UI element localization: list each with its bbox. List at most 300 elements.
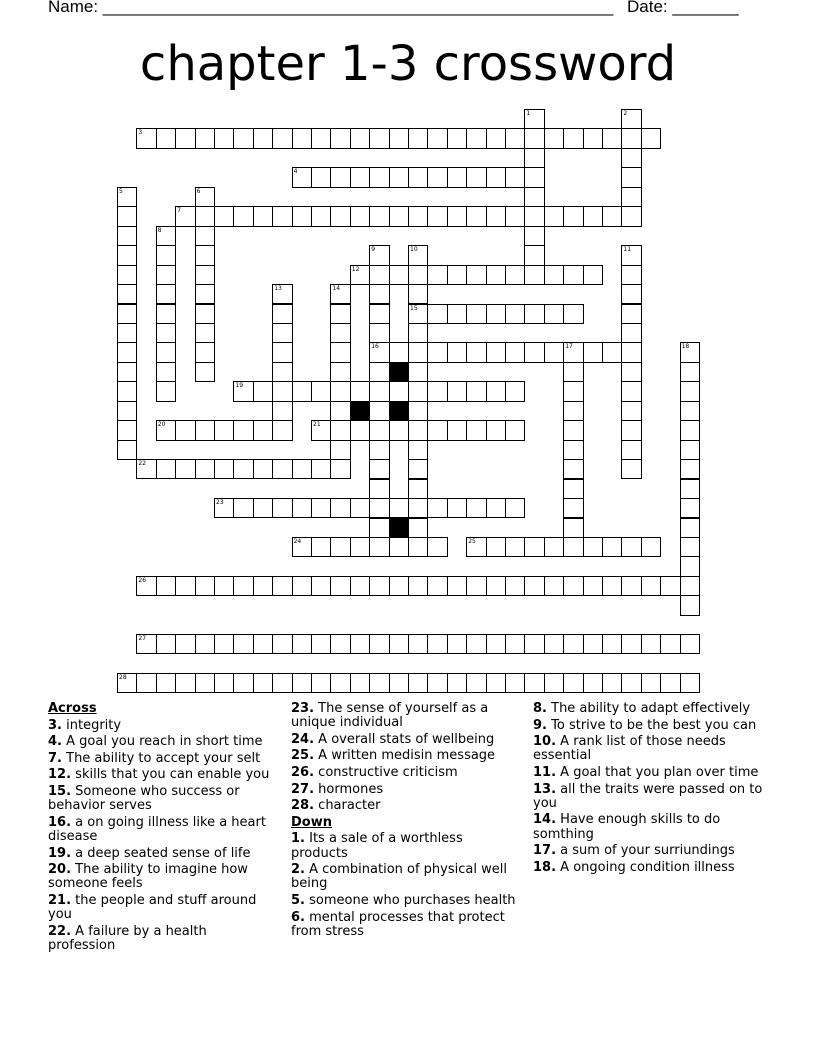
grid-cell[interactable] [408,284,428,304]
grid-cell[interactable] [583,342,603,362]
grid-cell[interactable] [641,576,661,596]
grid-cell[interactable] [505,304,525,324]
grid-cell[interactable] [117,401,137,421]
grid-cell[interactable] [505,498,525,518]
grid-cell[interactable] [233,381,253,401]
grid-cell[interactable] [466,206,486,226]
grid-cell[interactable] [311,537,331,557]
grid-cell[interactable] [253,128,273,148]
grid-cell[interactable] [486,206,506,226]
grid-cell[interactable] [214,206,234,226]
grid-cell[interactable] [195,459,215,479]
grid-cell[interactable] [156,420,176,440]
grid-cell[interactable] [214,634,234,654]
grid-cell[interactable] [641,673,661,693]
grid-cell[interactable] [563,576,583,596]
grid-cell[interactable] [389,498,409,518]
grid-cell[interactable] [427,128,447,148]
grid-cell[interactable] [505,265,525,285]
grid-cell[interactable] [486,381,506,401]
grid-cell[interactable] [447,167,467,187]
grid-cell[interactable] [621,128,641,148]
grid-cell[interactable] [233,459,253,479]
grid-cell[interactable] [214,420,234,440]
grid-cell[interactable] [233,206,253,226]
grid-cell[interactable] [408,537,428,557]
grid-cell[interactable] [195,265,215,285]
grid-cell[interactable] [292,128,312,148]
grid-cell[interactable] [427,576,447,596]
grid-cell[interactable] [311,206,331,226]
grid-cell[interactable] [311,576,331,596]
grid-cell[interactable] [641,634,661,654]
grid-cell[interactable] [408,304,428,324]
grid-cell[interactable] [466,342,486,362]
grid-cell[interactable] [680,381,700,401]
grid-cell[interactable] [156,304,176,324]
grid-cell[interactable] [195,206,215,226]
grid-cell[interactable] [292,537,312,557]
grid-cell[interactable] [621,109,641,129]
grid-cell[interactable] [369,381,389,401]
grid-cell[interactable] [330,420,350,440]
grid-cell[interactable] [311,459,331,479]
grid-cell[interactable] [544,265,564,285]
grid-cell[interactable] [621,459,641,479]
grid-cell[interactable] [524,304,544,324]
grid-cell[interactable] [350,167,370,187]
grid-cell[interactable] [621,401,641,421]
grid-cell[interactable] [680,401,700,421]
grid-cell[interactable] [544,206,564,226]
grid-cell[interactable] [369,479,389,499]
grid-cell[interactable] [389,265,409,285]
grid-cell[interactable] [563,342,583,362]
grid-cell[interactable] [544,128,564,148]
grid-cell[interactable] [330,498,350,518]
grid-cell[interactable] [136,634,156,654]
grid-cell[interactable] [350,206,370,226]
grid-cell[interactable] [660,673,680,693]
grid-cell[interactable] [486,498,506,518]
grid-cell[interactable] [427,634,447,654]
grid-cell[interactable] [680,518,700,538]
grid-cell[interactable] [389,576,409,596]
grid-cell[interactable] [195,304,215,324]
grid-cell[interactable] [505,342,525,362]
grid-cell[interactable] [524,206,544,226]
grid-cell[interactable] [447,304,467,324]
grid-cell[interactable] [680,459,700,479]
grid-cell[interactable] [680,673,700,693]
grid-cell[interactable] [117,381,137,401]
grid-cell[interactable] [272,459,292,479]
grid-cell[interactable] [524,245,544,265]
grid-cell[interactable] [408,362,428,382]
grid-cell[interactable] [563,381,583,401]
grid-cell[interactable] [369,420,389,440]
grid-cell[interactable] [486,265,506,285]
grid-cell[interactable] [680,342,700,362]
grid-cell[interactable] [136,673,156,693]
grid-cell[interactable] [369,440,389,460]
grid-cell[interactable] [524,673,544,693]
grid-cell[interactable] [272,673,292,693]
grid-cell[interactable] [272,284,292,304]
grid-cell[interactable] [563,401,583,421]
grid-cell[interactable] [583,634,603,654]
grid-cell[interactable] [117,362,137,382]
grid-cell[interactable] [486,634,506,654]
grid-cell[interactable] [311,634,331,654]
grid-cell[interactable] [253,498,273,518]
grid-cell[interactable] [486,167,506,187]
grid-cell[interactable] [427,167,447,187]
grid-cell[interactable] [466,420,486,440]
grid-cell[interactable] [330,284,350,304]
grid-cell[interactable] [466,381,486,401]
grid-cell[interactable] [621,167,641,187]
grid-cell[interactable] [136,576,156,596]
grid-cell[interactable] [369,323,389,343]
grid-cell[interactable] [427,206,447,226]
grid-cell[interactable] [175,206,195,226]
grid-cell[interactable] [117,304,137,324]
grid-cell[interactable] [389,537,409,557]
grid-cell[interactable] [408,323,428,343]
grid-cell[interactable] [233,420,253,440]
grid-cell[interactable] [292,498,312,518]
grid-cell[interactable] [621,362,641,382]
grid-cell[interactable] [389,342,409,362]
grid-cell[interactable] [214,673,234,693]
grid-cell[interactable] [272,342,292,362]
grid-cell[interactable] [408,342,428,362]
grid-cell[interactable] [563,479,583,499]
grid-cell[interactable] [408,245,428,265]
grid-cell[interactable] [117,420,137,440]
grid-cell[interactable] [563,128,583,148]
grid-cell[interactable] [330,304,350,324]
grid-cell[interactable] [466,304,486,324]
grid-cell[interactable] [447,381,467,401]
grid-cell[interactable] [136,128,156,148]
grid-cell[interactable] [156,362,176,382]
grid-cell[interactable] [486,673,506,693]
grid-cell[interactable] [369,518,389,538]
grid-cell[interactable] [253,420,273,440]
grid-cell[interactable] [330,206,350,226]
grid-cell[interactable] [524,634,544,654]
grid-cell[interactable] [156,381,176,401]
grid-cell[interactable] [447,342,467,362]
grid-cell[interactable] [621,304,641,324]
grid-cell[interactable] [195,342,215,362]
grid-cell[interactable] [369,459,389,479]
grid-cell[interactable] [486,128,506,148]
grid-cell[interactable] [233,498,253,518]
grid-cell[interactable] [311,167,331,187]
grid-cell[interactable] [117,206,137,226]
grid-cell[interactable] [408,634,428,654]
grid-cell[interactable] [563,673,583,693]
grid-cell[interactable] [621,265,641,285]
grid-cell[interactable] [583,128,603,148]
grid-cell[interactable] [680,634,700,654]
grid-cell[interactable] [369,284,389,304]
grid-cell[interactable] [583,537,603,557]
grid-cell[interactable] [486,342,506,362]
grid-cell[interactable] [350,634,370,654]
grid-cell[interactable] [524,167,544,187]
grid-cell[interactable] [524,537,544,557]
grid-cell[interactable] [117,440,137,460]
grid-cell[interactable] [466,673,486,693]
grid-cell[interactable] [330,576,350,596]
grid-cell[interactable] [330,167,350,187]
grid-cell[interactable] [369,401,389,421]
grid-cell[interactable] [233,576,253,596]
grid-cell[interactable] [505,381,525,401]
grid-cell[interactable] [369,673,389,693]
grid-cell[interactable] [680,556,700,576]
grid-cell[interactable] [621,634,641,654]
grid-cell[interactable] [292,381,312,401]
grid-cell[interactable] [427,420,447,440]
grid-cell[interactable] [117,245,137,265]
grid-cell[interactable] [195,128,215,148]
grid-cell[interactable] [621,576,641,596]
grid-cell[interactable] [330,362,350,382]
grid-cell[interactable] [602,634,622,654]
grid-cell[interactable] [369,576,389,596]
grid-cell[interactable] [621,323,641,343]
grid-cell[interactable] [680,576,700,596]
grid-cell[interactable] [427,342,447,362]
grid-cell[interactable] [311,420,331,440]
grid-cell[interactable] [524,226,544,246]
grid-cell[interactable] [214,128,234,148]
grid-cell[interactable] [427,673,447,693]
grid-cell[interactable] [330,323,350,343]
grid-cell[interactable] [389,167,409,187]
grid-cell[interactable] [621,148,641,168]
grid-cell[interactable] [621,245,641,265]
grid-cell[interactable] [117,187,137,207]
grid-cell[interactable] [524,342,544,362]
grid-cell[interactable] [156,634,176,654]
grid-cell[interactable] [175,673,195,693]
grid-cell[interactable] [505,206,525,226]
grid-cell[interactable] [563,420,583,440]
grid-cell[interactable] [486,537,506,557]
grid-cell[interactable] [330,342,350,362]
grid-cell[interactable] [117,284,137,304]
grid-cell[interactable] [195,284,215,304]
grid-cell[interactable] [563,304,583,324]
grid-cell[interactable] [447,420,467,440]
grid-cell[interactable] [117,226,137,246]
grid-cell[interactable] [680,440,700,460]
grid-cell[interactable] [311,498,331,518]
grid-cell[interactable] [524,128,544,148]
grid-cell[interactable] [544,537,564,557]
grid-cell[interactable] [195,673,215,693]
grid-cell[interactable] [369,537,389,557]
grid-cell[interactable] [408,206,428,226]
grid-cell[interactable] [253,206,273,226]
grid-cell[interactable] [427,537,447,557]
grid-cell[interactable] [369,498,389,518]
grid-cell[interactable] [427,304,447,324]
grid-cell[interactable] [505,167,525,187]
grid-cell[interactable] [563,265,583,285]
grid-cell[interactable] [330,440,350,460]
grid-cell[interactable] [350,576,370,596]
grid-cell[interactable] [369,634,389,654]
grid-cell[interactable] [233,673,253,693]
grid-cell[interactable] [563,459,583,479]
grid-cell[interactable] [156,673,176,693]
grid-cell[interactable] [466,576,486,596]
grid-cell[interactable] [408,518,428,538]
grid-cell[interactable] [544,576,564,596]
grid-cell[interactable] [330,673,350,693]
grid-cell[interactable] [621,381,641,401]
grid-cell[interactable] [272,381,292,401]
grid-cell[interactable] [156,128,176,148]
grid-cell[interactable] [563,634,583,654]
grid-cell[interactable] [350,537,370,557]
grid-cell[interactable] [466,498,486,518]
grid-cell[interactable] [621,342,641,362]
grid-cell[interactable] [156,459,176,479]
grid-cell[interactable] [563,498,583,518]
grid-cell[interactable] [602,128,622,148]
grid-cell[interactable] [330,537,350,557]
grid-cell[interactable] [253,634,273,654]
grid-cell[interactable] [447,634,467,654]
grid-cell[interactable] [272,498,292,518]
grid-cell[interactable] [641,537,661,557]
grid-cell[interactable] [621,673,641,693]
grid-cell[interactable] [156,284,176,304]
grid-cell[interactable] [330,381,350,401]
grid-cell[interactable] [330,459,350,479]
grid-cell[interactable] [272,128,292,148]
grid-cell[interactable] [233,128,253,148]
grid-cell[interactable] [621,440,641,460]
grid-cell[interactable] [292,459,312,479]
grid-cell[interactable] [292,576,312,596]
grid-cell[interactable] [427,498,447,518]
grid-cell[interactable] [195,420,215,440]
grid-cell[interactable] [583,576,603,596]
grid-cell[interactable] [369,167,389,187]
grid-cell[interactable] [369,342,389,362]
grid-cell[interactable] [408,401,428,421]
grid-cell[interactable] [408,673,428,693]
grid-cell[interactable] [621,284,641,304]
grid-cell[interactable] [253,673,273,693]
grid-cell[interactable] [175,128,195,148]
grid-cell[interactable] [408,128,428,148]
grid-cell[interactable] [408,440,428,460]
grid-cell[interactable] [427,265,447,285]
grid-cell[interactable] [195,245,215,265]
grid-cell[interactable] [524,148,544,168]
grid-cell[interactable] [466,634,486,654]
grid-cell[interactable] [272,206,292,226]
grid-cell[interactable] [117,265,137,285]
grid-cell[interactable] [117,323,137,343]
grid-cell[interactable] [253,459,273,479]
grid-cell[interactable] [544,304,564,324]
grid-cell[interactable] [195,226,215,246]
grid-cell[interactable] [680,595,700,615]
grid-cell[interactable] [583,265,603,285]
grid-cell[interactable] [292,206,312,226]
grid-cell[interactable] [233,634,253,654]
grid-cell[interactable] [214,459,234,479]
grid-cell[interactable] [466,167,486,187]
grid-cell[interactable] [563,206,583,226]
grid-cell[interactable] [660,634,680,654]
grid-cell[interactable] [447,498,467,518]
grid-cell[interactable] [292,634,312,654]
grid-cell[interactable] [408,498,428,518]
grid-cell[interactable] [369,362,389,382]
grid-cell[interactable] [544,342,564,362]
grid-cell[interactable] [175,576,195,596]
grid-cell[interactable] [369,206,389,226]
grid-cell[interactable] [350,673,370,693]
grid-cell[interactable] [195,323,215,343]
grid-cell[interactable] [311,673,331,693]
grid-cell[interactable] [350,420,370,440]
grid-cell[interactable] [621,420,641,440]
grid-cell[interactable] [272,634,292,654]
grid-cell[interactable] [156,265,176,285]
grid-cell[interactable] [156,323,176,343]
grid-cell[interactable] [214,576,234,596]
grid-cell[interactable] [602,206,622,226]
grid-cell[interactable] [660,576,680,596]
grid-cell[interactable] [369,128,389,148]
grid-cell[interactable] [447,206,467,226]
grid-cell[interactable] [175,634,195,654]
grid-cell[interactable] [408,459,428,479]
grid-cell[interactable] [486,304,506,324]
grid-cell[interactable] [272,362,292,382]
grid-cell[interactable] [602,342,622,362]
grid-cell[interactable] [447,576,467,596]
grid-cell[interactable] [195,576,215,596]
grid-cell[interactable] [563,518,583,538]
grid-cell[interactable] [369,304,389,324]
grid-cell[interactable] [466,265,486,285]
grid-cell[interactable] [272,323,292,343]
grid-cell[interactable] [486,420,506,440]
grid-cell[interactable] [389,420,409,440]
grid-cell[interactable] [544,634,564,654]
grid-cell[interactable] [156,226,176,246]
grid-cell[interactable] [602,537,622,557]
grid-cell[interactable] [389,128,409,148]
grid-cell[interactable] [136,459,156,479]
grid-cell[interactable] [466,128,486,148]
grid-cell[interactable] [330,401,350,421]
